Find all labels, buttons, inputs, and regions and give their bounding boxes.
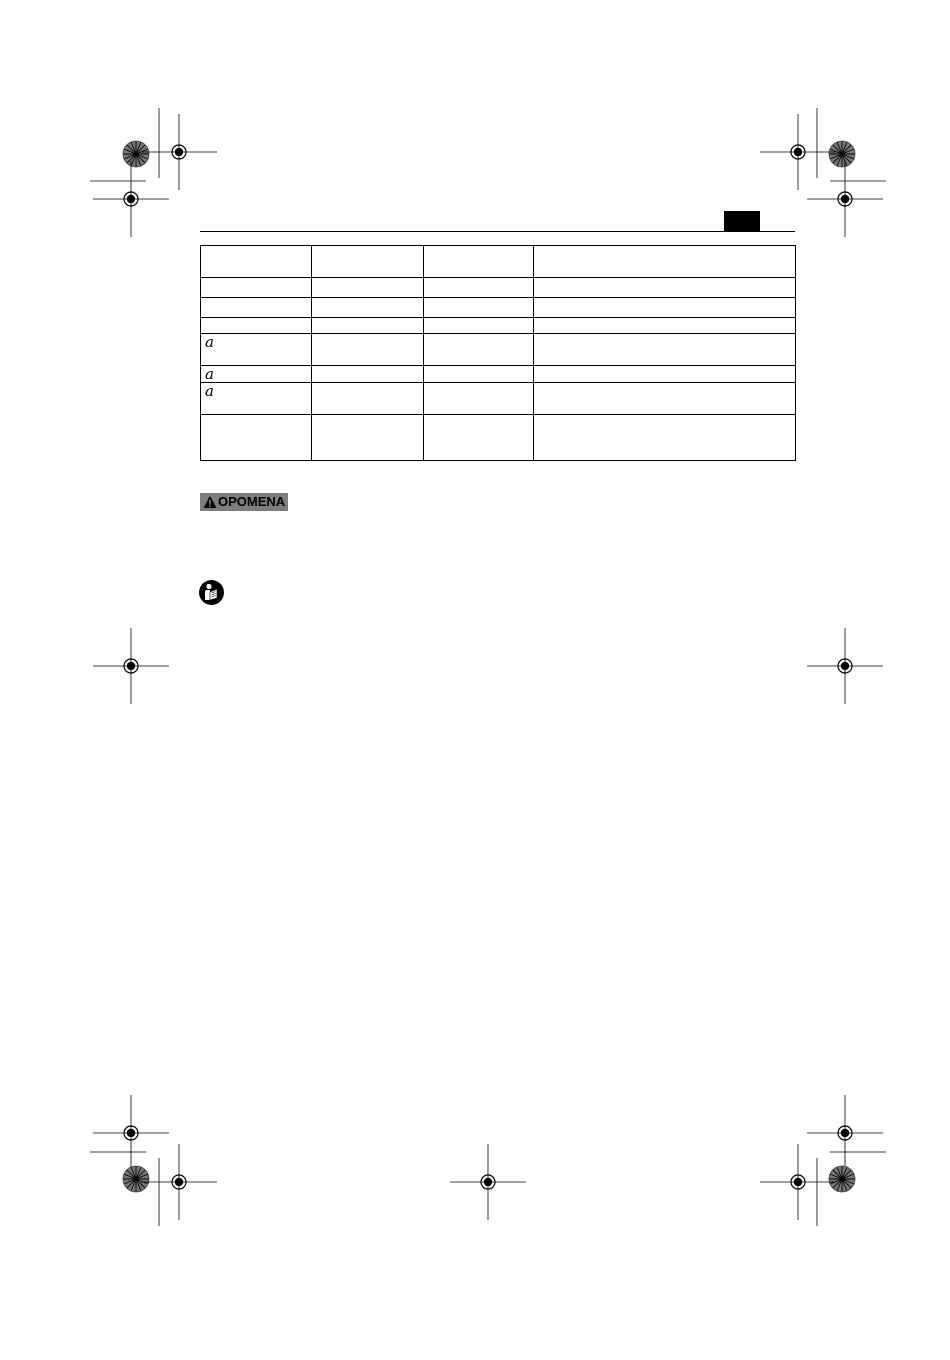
crosshair-registration-icon bbox=[450, 1144, 526, 1220]
starburst-target-icon bbox=[123, 1166, 149, 1192]
crosshair-registration-icon bbox=[760, 1144, 836, 1220]
crosshair-registration-icon bbox=[807, 1095, 883, 1171]
starburst-target-icon bbox=[829, 141, 855, 167]
crosshair-registration-icon bbox=[807, 161, 883, 237]
starburst-target-icon bbox=[123, 141, 149, 167]
crosshair-registration-icon bbox=[93, 1095, 169, 1171]
table-cell: a bbox=[201, 383, 312, 415]
starburst-target-icon bbox=[829, 1166, 855, 1192]
crosshair-registration-icon bbox=[141, 114, 217, 190]
crosshair-registration-icon bbox=[807, 628, 883, 704]
table-cell: a bbox=[201, 334, 312, 366]
table-cell: a bbox=[201, 366, 312, 383]
crosshair-registration-icon bbox=[141, 1144, 217, 1220]
crosshair-registration-icon bbox=[93, 161, 169, 237]
warning-label: OPOMENA bbox=[218, 494, 286, 509]
crosshair-registration-icon bbox=[93, 628, 169, 704]
crosshair-registration-icon bbox=[760, 114, 836, 190]
